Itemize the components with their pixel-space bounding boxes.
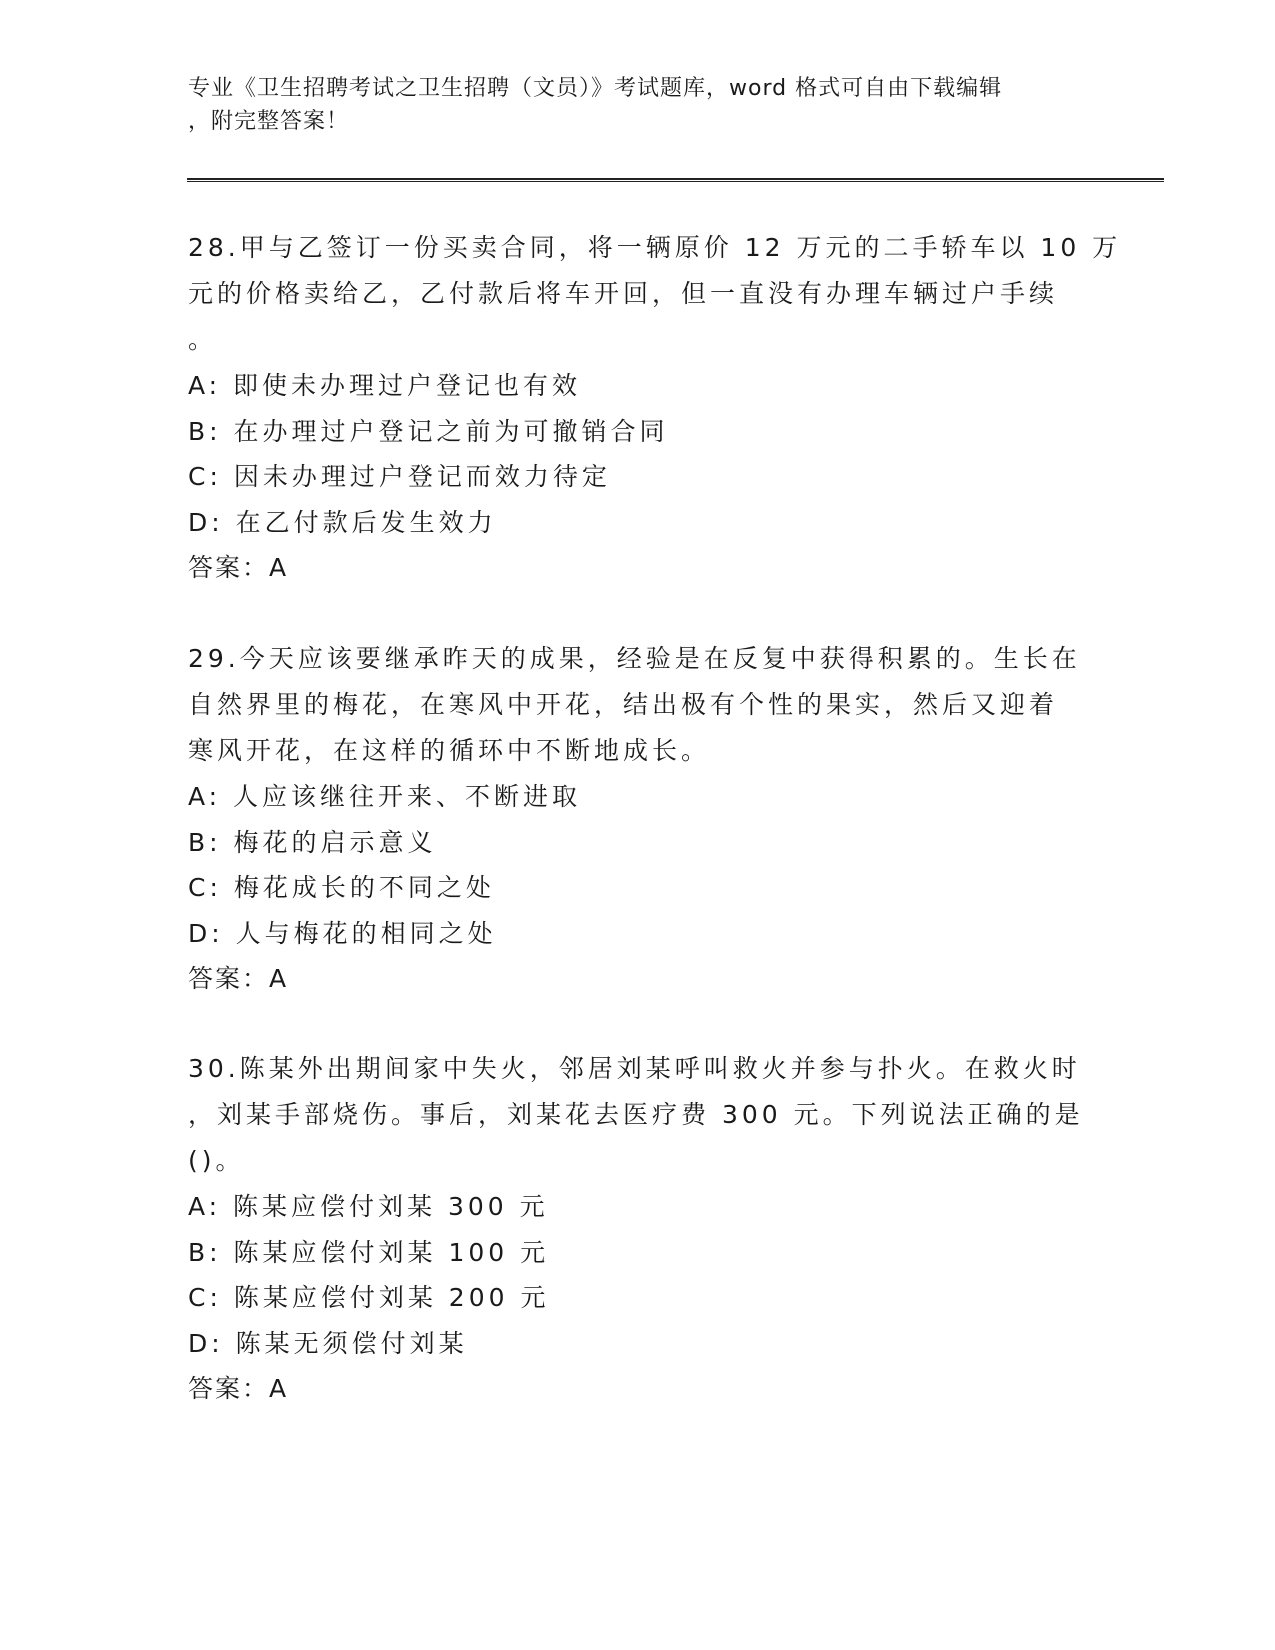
- option-text: 梅花的启示意义: [233, 827, 437, 857]
- answer-label: 答案：: [188, 1374, 270, 1403]
- answer-line: [188, 545, 1088, 591]
- question-29: [188, 636, 1088, 1002]
- option-key: C:: [188, 1283, 222, 1312]
- question-28: [188, 225, 1122, 591]
- option-text: 人与梅花的相同之处: [235, 918, 497, 948]
- option-d: [188, 911, 1088, 957]
- question-text: ()。: [188, 1146, 245, 1175]
- answer-line: [188, 1366, 1088, 1412]
- option-a: [188, 774, 1088, 820]
- option-key: B:: [188, 1237, 222, 1267]
- answer-value: A: [269, 1374, 289, 1403]
- option-text: 即使未办理过户登记也有效: [233, 371, 582, 400]
- option-c: [188, 1275, 1088, 1321]
- option-b: [188, 409, 1088, 455]
- option-key: C:: [188, 462, 222, 491]
- question-text: 。: [188, 325, 218, 354]
- answer-value: A: [269, 964, 289, 993]
- question-text: 28.甲与乙签订一份买卖合同，将一辆原价 12 万元的二手轿车以 10 万: [188, 233, 1122, 262]
- header-line: ，附完整答案！: [188, 109, 350, 134]
- question-text: ，刘某手部烧伤。事后，刘某花去医疗费 300 元。下列说法正确的是: [188, 1100, 1084, 1129]
- option-a: [188, 1184, 1088, 1230]
- option-key: D:: [188, 507, 224, 537]
- header-line: 专业《卫生招聘考试之卫生招聘（文员）》考试题库，word 格式可自由下载编辑: [188, 76, 1003, 101]
- question-text: 自然界里的梅花，在寒风中开花，结出极有个性的果实，然后又迎着: [188, 690, 1059, 719]
- option-b: [188, 820, 1088, 866]
- option-key: C:: [188, 873, 222, 902]
- option-key: D:: [188, 1328, 224, 1358]
- option-key: A:: [188, 1192, 222, 1221]
- option-key: D:: [188, 918, 224, 948]
- option-text: 陈某应偿付刘某 200 元: [233, 1283, 550, 1312]
- option-d: [188, 1321, 1088, 1367]
- option-key: A:: [188, 371, 222, 400]
- option-key: B:: [188, 416, 222, 446]
- header-divider: [187, 178, 1164, 182]
- answer-line: [188, 956, 1088, 1002]
- option-key: B:: [188, 827, 222, 857]
- answer-label: 答案：: [188, 964, 270, 993]
- option-b: [188, 1230, 1088, 1276]
- question-text: 30.陈某外出期间家中失火，邻居刘某呼叫救火并参与扑火。在救火时: [188, 1054, 1081, 1083]
- option-text: 陈某无须偿付刘某: [235, 1328, 468, 1358]
- question-text: 元的价格卖给乙，乙付款后将车开回，但一直没有办理车辆过户手续: [188, 279, 1059, 308]
- option-text: 梅花成长的不同之处: [233, 873, 495, 902]
- option-text: 陈某应偿付刘某 100 元: [233, 1237, 550, 1267]
- option-key: A:: [188, 782, 222, 811]
- answer-label: 答案：: [188, 553, 270, 582]
- document-header: [188, 72, 1088, 138]
- option-text: 在乙付款后发生效力: [235, 507, 497, 537]
- option-text: 陈某应偿付刘某 300 元: [233, 1192, 549, 1221]
- option-text: 人应该继往开来、不断进取: [233, 782, 582, 811]
- question-30: [188, 1046, 1088, 1412]
- option-d: [188, 500, 1088, 546]
- option-text: 因未办理过户登记而效力待定: [233, 462, 611, 491]
- question-text: 29.今天应该要继承昨天的成果，经验是在反复中获得积累的。生长在: [188, 644, 1081, 673]
- option-c: [188, 865, 1088, 911]
- option-a: [188, 363, 1088, 409]
- option-text: 在办理过户登记之前为可撤销合同: [233, 416, 669, 446]
- option-c: [188, 454, 1088, 500]
- answer-value: A: [269, 553, 289, 582]
- question-text: 寒风开花，在这样的循环中不断地成长。: [188, 736, 711, 765]
